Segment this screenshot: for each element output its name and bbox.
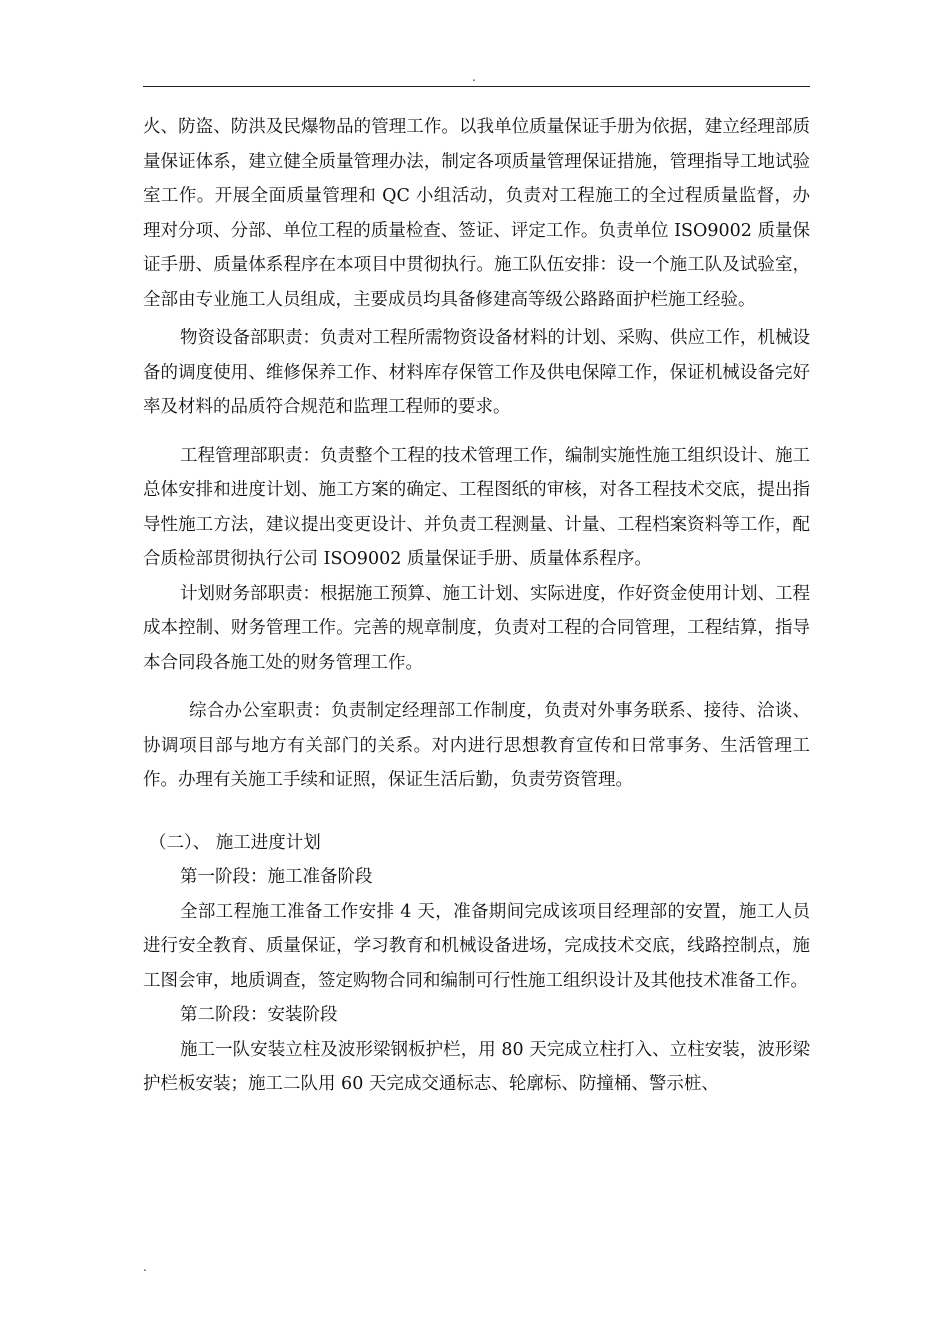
stage-1-title: 第一阶段：施工准备阶段 [180, 867, 373, 887]
stage-2-title: 第二阶段：安装阶段 [180, 1005, 338, 1025]
paragraph-quality-dept: 火、防盗、防洪及民爆物品的管理工作。以我单位质量保证手册为依据，建立经理部质量保证体系，建立健全质量管理办法，制定各项质量管理保证措施，管理指导工地试验室工作。开展全面质量管理和 QC 小组活动，负责对工程施工的全过程质量监督，办理对分项、分部、单位工程的质量检查、签证、评定工作。负责单位 ISO9002 质量保证手册、质量体系程序在本项目中贯彻执行。施工队伍安排：设一个施工队及试验室，全部由专业施工人员组成，主要成员均具备修建高等级公路路面护栏施工经验。 [143, 117, 810, 310]
footer-mark: . [143, 1260, 147, 1274]
paragraph-office-dept: 综合办公室职责：负责制定经理部工作制度，负责对外事务联系、接待、洽谈、协调项目部与地方有关部门的关系。对内进行思想教育宣传和日常事务、生活管理工作。办理有关施工手续和证照，保证生活后勤，负责劳资管理。 [143, 701, 810, 790]
paragraph-engineering-dept: 工程管理部职责：负责整个工程的技术管理工作，编制实施性施工组织设计、施工总体安排和进度计划、施工方案的确定、工程图纸的审核，对各工程技术交底，提出指导性施工方法，建议提出变更设计、并负责工程测量、计量、工程档案资料等工作，配合质检部贯彻执行公司 ISO9002 质量保证手册、质量体系程序。 [143, 445, 810, 569]
document-body [143, 110, 810, 1102]
header-rule [143, 86, 810, 87]
paragraph-materials-dept: 物资设备部职责：负责对工程所需物资设备材料的计划、采购、供应工作，机械设备的调度使用、维修保养工作、材料库存保管工作及供电保障工作，保证机械设备完好率及材料的品质符合规范和监理工程师的要求。 [143, 328, 810, 417]
section-heading-schedule: （二）、 施工进度计划 [149, 832, 321, 853]
stage-1-body: 全部工程施工准备工作安排 4 天，准备期间完成该项目经理部的安置，施工人员进行安全教育、质量保证，学习教育和机械设备进场，完成技术交底，线路控制点，施工图会审，地质调查，签定购物合同和编制可行性施工组织设计及其他技术准备工作。 [143, 901, 810, 991]
paragraph-finance-dept: 计划财务部职责：根据施工预算、施工计划、实际进度，作好资金使用计划、工程成本控制、财务管理工作。完善的规章制度，负责对工程的合同管理，工程结算，指导本合同段各施工处的财务管理工作。 [143, 583, 810, 673]
header-mark: . [472, 70, 476, 84]
stage-2-body: 施工一队安装立柱及波形梁钢板护栏，用 80 天完成立柱打入、立柱安装，波形梁护栏板安装；施工二队用 60 天完成交通标志、轮廓标、防撞桶、警示桩、 [143, 1039, 810, 1094]
